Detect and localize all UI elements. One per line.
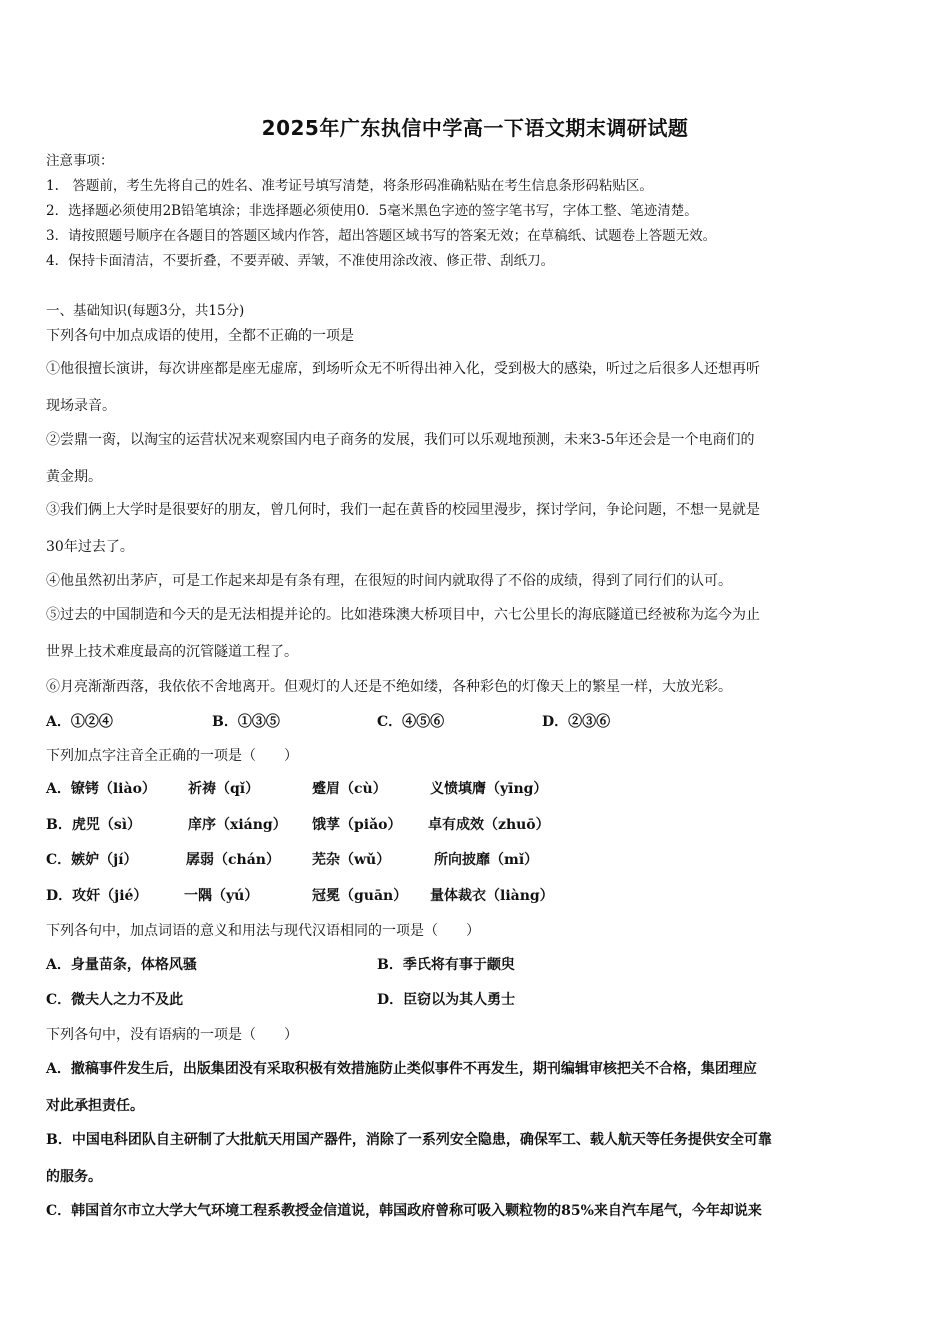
- q2-row-d-item: 一隅（yú）: [184, 888, 259, 904]
- q1-sentence-3: ③我们俩上大学时是很要好的朋友，曾几何时，我们一起在黄昏的校园里漫步，探讨学问，争论问题，不想一晃就是: [46, 502, 760, 518]
- q2-row-c-item: 所向披靡（mǐ）: [434, 852, 539, 868]
- q2-row-a-item: 祈祷（qǐ）: [188, 781, 260, 797]
- q3-stem: 下列各句中，加点词语的意义和用法与现代汉语相同的一项是（ ）: [46, 923, 480, 939]
- q3-option-d: D．臣窃以为其人勇士: [377, 992, 516, 1008]
- q4-option-a: A．撤稿事件发生后，出版集团没有采取积极有效措施防止类似事件不再发生，期刊编辑审核把关不合格，集团理应: [46, 1061, 757, 1077]
- q3-option-b: B．季氏将有事于颛臾: [377, 957, 515, 973]
- q2-row-a-item: 蹙眉（cù）: [312, 781, 387, 797]
- notice-item: 4．保持卡面清洁，不要折叠，不要弄破、弄皱，不准使用涂改液、修正带、刮纸刀。: [46, 253, 555, 269]
- q2-row-c-item: 芜杂（wǔ）: [312, 852, 391, 868]
- q1-sentence-5: ⑤过去的中国制造和今天的是无法相提并论的。比如港珠澳大桥项目中，六七公里长的海底隧道已经被称为迄今为止: [46, 607, 760, 623]
- notice-item: 2．选择题必须使用2B铅笔填涂；非选择题必须使用0．5毫米黑色字迹的签字笔书写，字体工整、笔迹清楚。: [46, 203, 698, 219]
- q2-row-d-item: D．攻奸（jié）: [46, 888, 148, 904]
- q4-option-a-cont: 对此承担责任。: [46, 1098, 144, 1114]
- q1-sentence-3-cont: 30年过去了。: [46, 539, 134, 555]
- section-heading: 一、基础知识(每题3分，共15分): [46, 303, 245, 319]
- q3-option-c: C．微夫人之力不及此: [46, 992, 184, 1008]
- q1-sentence-6: ⑥月亮渐渐西落，我依依不舍地离开。但观灯的人还是不绝如缕，各种彩色的灯像天上的繁星一样，大放光彩。: [46, 679, 732, 695]
- q2-row-a-item: A．镣铐（liào）: [46, 781, 156, 797]
- page-title: 2025年广东执信中学高一下语文期末调研试题: [261, 116, 689, 140]
- q4-option-c: C．韩国首尔市立大学大气环境工程系教授金信道说，韩国政府曾称可吸入颗粒物的85%来自汽车尾气，今年却说来: [46, 1203, 762, 1219]
- q1-sentence-5-cont: 世界上技术难度最高的沉管隧道工程了。: [46, 644, 298, 660]
- q1-option-d: D．②③⑥: [542, 714, 611, 730]
- q2-row-b-item: 卓有成效（zhuō）: [428, 817, 550, 833]
- notice-item: 3．请按照题号顺序在各题目的答题区域内作答，超出答题区域书写的答案无效；在草稿纸、试题卷上答题无效。: [46, 228, 717, 244]
- notice-item: 1. 答题前，考生先将自己的姓名、准考证号填写清楚，将条形码准确粘贴在考生信息条形码粘贴区。: [46, 178, 653, 194]
- q1-sentence-1-cont: 现场录音。: [46, 398, 116, 414]
- q1-option-b: B．①③⑤: [212, 714, 280, 730]
- q2-row-a-item: 义愤填膺（yīng）: [430, 781, 548, 797]
- q1-sentence-1: ①他很擅长演讲，每次讲座都是座无虚席，到场听众无不听得出神入化，受到极大的感染，听过之后很多人还想再听: [46, 361, 760, 377]
- q1-option-a: A．①②④: [46, 714, 113, 730]
- q2-row-b-item: B．虎兕（sì）: [46, 817, 142, 833]
- q2-stem: 下列加点字注音全正确的一项是（ ）: [46, 748, 298, 764]
- q2-row-c-item: 孱弱（chán）: [186, 852, 280, 868]
- q2-row-c-item: C．嫉妒（jí）: [46, 852, 138, 868]
- q2-row-b-item: 饿莩（piǎo）: [312, 817, 402, 833]
- q1-sentence-2: ②尝鼎一脔，以淘宝的运营状况来观察国内电子商务的发展，我们可以乐观地预测，未来3-5年还会是一个电商们的: [46, 432, 755, 448]
- notice-heading: 注意事项：: [46, 153, 114, 169]
- q1-option-c: C．④⑤⑥: [377, 714, 445, 730]
- q1-stem: 下列各句中加点成语的使用，全都不正确的一项是: [46, 328, 354, 344]
- q4-stem: 下列各句中，没有语病的一项是（ ）: [46, 1027, 298, 1043]
- q2-row-b-item: 庠序（xiáng）: [188, 817, 287, 833]
- q4-option-b-cont: 的服务。: [46, 1169, 102, 1185]
- q1-sentence-2-cont: 黄金期。: [46, 469, 102, 485]
- q3-option-a: A．身量苗条，体格风骚: [46, 957, 197, 973]
- q2-row-d-item: 量体裁衣（liàng）: [430, 888, 554, 904]
- q4-option-b: B．中国电科团队自主研制了大批航天用国产器件，消除了一系列安全隐患，确保军工、载人航天等任务提供安全可靠: [46, 1132, 772, 1148]
- q1-sentence-4: ④他虽然初出茅庐，可是工作起来却是有条有理，在很短的时间内就取得了不俗的成绩，得到了同行们的认可。: [46, 573, 732, 589]
- q2-row-d-item: 冠冕（guān）: [312, 888, 408, 904]
